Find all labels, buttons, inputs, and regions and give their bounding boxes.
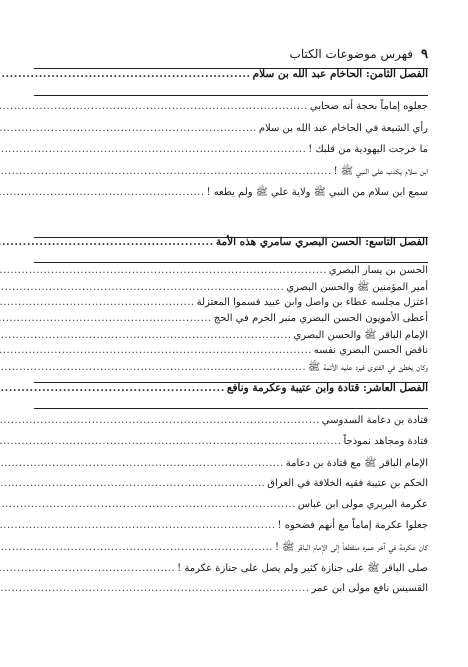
chapter-title: الفصل التاسع: الحسن البصري سامري هذه الأمة bbox=[215, 236, 428, 248]
entry-title: الإمام الباقر ﷺ مع قتادة بن دعامة bbox=[285, 458, 428, 469]
list-item bbox=[34, 583, 428, 601]
list-item bbox=[34, 457, 428, 475]
dot-leader bbox=[0, 166, 332, 177]
list-item bbox=[34, 562, 428, 580]
list-item bbox=[34, 165, 428, 183]
dot-leader bbox=[0, 583, 309, 594]
entry-title: جعلوا عكرمة إماماً مع أنهم فضحوه ! bbox=[277, 520, 428, 531]
list-item bbox=[34, 415, 428, 433]
dot-leader bbox=[0, 458, 284, 469]
dot-leader bbox=[0, 478, 265, 489]
dot-leader bbox=[0, 265, 327, 276]
dot-leader bbox=[0, 362, 306, 373]
dot-leader bbox=[0, 101, 308, 112]
chapter-heading bbox=[34, 382, 428, 400]
entry-title: أعطى الأمويون الحسن البصري منبر الحرم في الحج bbox=[213, 313, 428, 324]
entry-title: ما خرجت اليهودية من قلبك ! bbox=[308, 144, 428, 155]
dot-leader bbox=[0, 144, 306, 155]
entry-title: صلى الباقر ﷺ على جنازة كثير ولم يصل على جنازة عكرمة ! bbox=[177, 563, 428, 574]
dot-leader bbox=[0, 563, 175, 574]
list-item bbox=[34, 123, 428, 141]
entry-title: الإمام الباقر ﷺ والحسن البصري bbox=[293, 330, 428, 341]
list-item bbox=[34, 478, 428, 496]
list-item bbox=[34, 101, 428, 119]
dot-leader bbox=[0, 542, 273, 553]
chapter-rule-bottom bbox=[34, 408, 428, 409]
dot-leader bbox=[0, 313, 212, 324]
entry-title: الحسن بن يسار البصري bbox=[328, 265, 428, 276]
list-item bbox=[34, 499, 428, 517]
chapter-rule-bottom bbox=[34, 262, 428, 263]
entry-title: أمير المؤمنين ﷺ والحسن البصري bbox=[286, 282, 428, 293]
chapter-title: الفصل العاشر: قتادة وابن عتيبة وعكرمة ونافع bbox=[226, 382, 428, 394]
dot-leader bbox=[0, 382, 225, 394]
dot-leader bbox=[0, 236, 214, 248]
chapter-title: الفصل الثامن: الحاخام عبد الله بن سلام bbox=[252, 68, 428, 80]
dot-leader bbox=[0, 297, 195, 308]
entry-title: اعتزل مجلسه عطاء بن واصل وابن عبيد فسموا المعتزلة bbox=[196, 297, 428, 308]
list-item bbox=[34, 436, 428, 454]
list-item bbox=[34, 520, 428, 538]
page-number: ٩ bbox=[421, 46, 428, 62]
dot-leader bbox=[0, 499, 296, 510]
dot-leader bbox=[0, 345, 312, 356]
chapter-rule-bottom bbox=[34, 95, 428, 96]
list-item bbox=[34, 361, 428, 379]
chapter-heading bbox=[34, 68, 428, 86]
entry-title: ناقض الحسن البصري نفسه bbox=[313, 345, 428, 356]
dot-leader bbox=[0, 330, 291, 341]
list-item bbox=[34, 541, 428, 559]
entry-title: قتادة بن دعامة السدوسي bbox=[321, 415, 428, 426]
list-item bbox=[34, 144, 428, 162]
entry-title: الحكم بن عتيبة فقيه الخلافة في العراق bbox=[267, 478, 428, 489]
entry-title: القسيس نافع مولى ابن عمر bbox=[311, 583, 428, 594]
entry-title: كان عكرمة في آخر عمره منقطعاً إلى الإمام الباقر ﷺ ! bbox=[274, 542, 428, 553]
dot-leader bbox=[0, 68, 251, 80]
chapter-heading bbox=[34, 236, 428, 254]
entry-title: عكرمة البربري مولى ابن عباس bbox=[297, 499, 428, 510]
entry-title: سمع ابن سلام من النبي ﷺ ولاية علي ﷺ ولم يطعه ! bbox=[206, 187, 428, 198]
running-title: فهرس موضوعات الكتاب bbox=[289, 47, 414, 61]
dot-leader bbox=[0, 520, 276, 531]
dot-leader bbox=[0, 282, 284, 293]
dot-leader bbox=[0, 415, 320, 426]
entry-title: ابن سلام يكذب على النبي ﷺ ! bbox=[333, 166, 428, 177]
dot-leader bbox=[0, 187, 205, 198]
list-item bbox=[34, 186, 428, 204]
running-header bbox=[40, 44, 428, 64]
dot-leader bbox=[0, 436, 341, 447]
entry-title: قتادة ومجاهد نموذجاً bbox=[343, 436, 428, 447]
entry-title: رأي الشيعة في الحاخام عبد الله بن سلام bbox=[258, 123, 428, 134]
entry-title: جعلوه إماماً بحجة أنه صحابي bbox=[309, 101, 428, 112]
entry-title: وكان يخطئ في الفتوى فيرد عليه الأئمة ﷺ bbox=[308, 362, 428, 373]
dot-leader bbox=[0, 123, 257, 134]
